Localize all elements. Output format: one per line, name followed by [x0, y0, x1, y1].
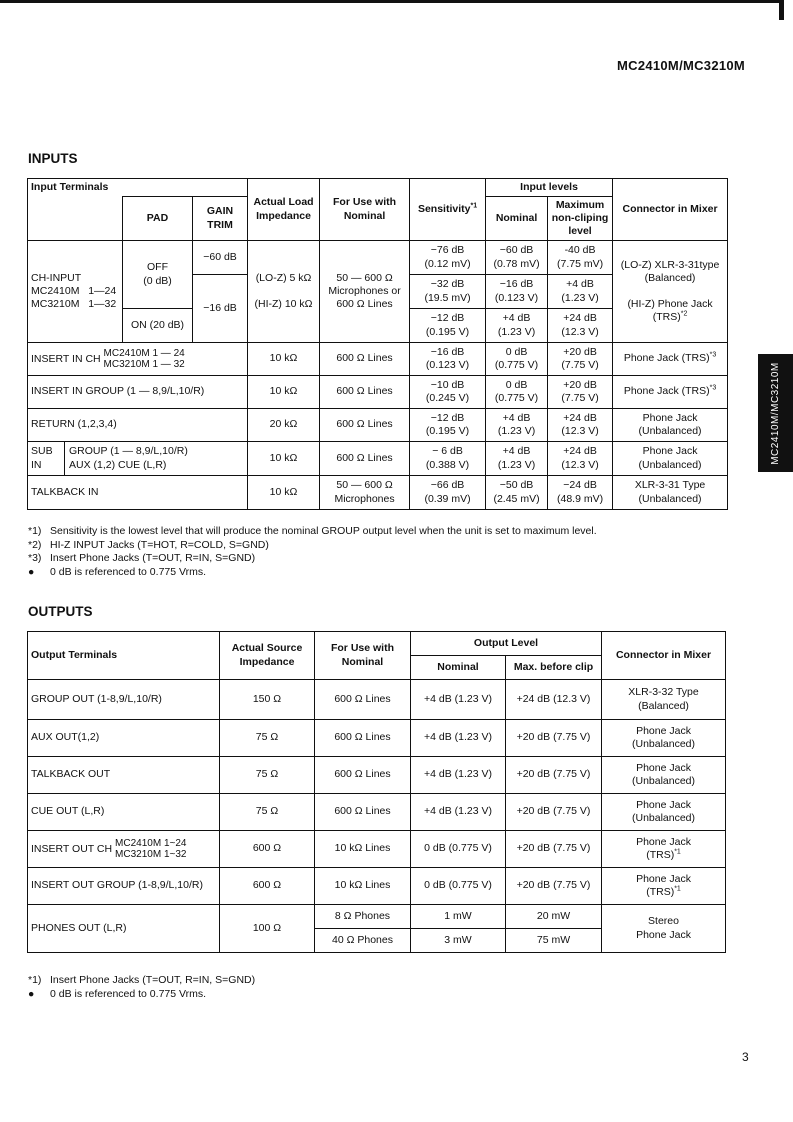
out-header-nominal: Nominal	[411, 656, 506, 680]
output-row-conn	[602, 720, 726, 757]
inputs-note-text: Insert Phone Jacks (T=OUT, R=IN, S=GND)	[50, 552, 256, 564]
page-number: 3	[742, 1050, 749, 1064]
insert-in-group-nom-v: (0.775 V)	[494, 392, 539, 404]
phones-out-max-8: 20 mW	[506, 905, 602, 929]
insert-out-ch-conn-2: (TRS)	[646, 849, 675, 861]
return-sens-v: (0.195 V)	[425, 425, 470, 437]
ch-input-sens-2-db: −32 dB	[430, 278, 465, 291]
insert-in-ch-sens-db: −16 dB	[430, 345, 465, 358]
talkback-in-conn-2: (Unbalanced)	[638, 492, 702, 505]
output-row-max: +20 dB (7.75 V)	[506, 757, 602, 794]
side-tab-label: MC2410M/MC3210M	[770, 361, 782, 465]
insert-in-group-conn	[613, 376, 728, 409]
header-connector: Connector in Mixer	[613, 179, 728, 241]
insert-in-group-conn-note: *3	[709, 384, 717, 392]
output-row-conn-1: Phone Jack	[636, 798, 691, 811]
sub-in-label	[28, 442, 248, 476]
sub-in-prefix-b: IN	[31, 459, 42, 472]
phones-out-conn-1: Stereo	[648, 915, 679, 928]
gain-16: −16 dB	[193, 275, 248, 343]
ch-input-title: CH-INPUT	[31, 271, 82, 284]
top-border-corner	[779, 0, 784, 20]
out-header-use: For Use with Nominal	[315, 632, 411, 680]
bullet-icon: ●	[28, 565, 35, 578]
ch-input-model-a: MC2410M	[31, 284, 80, 297]
out-header-max: Max. before clip	[506, 656, 602, 680]
insert-in-group-sens-v: (0.245 V)	[425, 392, 470, 404]
phones-out-nom-40: 3 mW	[411, 929, 506, 953]
ch-input-max-1-v: (7.75 mV)	[556, 257, 604, 270]
insert-in-group-label: INSERT IN GROUP (1 — 8,9/L,10/R)	[28, 376, 248, 409]
output-row-conn	[602, 680, 726, 720]
output-row-label: AUX OUT(1,2)	[28, 720, 220, 757]
outputs-title: OUTPUTS	[28, 604, 93, 619]
ch-input-nom-3-v: (1.23 V)	[497, 325, 536, 338]
output-row-conn	[602, 794, 726, 831]
output-row	[28, 680, 726, 720]
ch-input-nom-2-v: (0.123 V)	[494, 291, 539, 304]
output-row-max: +20 dB (7.75 V)	[506, 720, 602, 757]
output-row	[28, 720, 726, 757]
header-max-nonclipping: Maximum non-cliping level	[548, 197, 613, 241]
sub-in-nom-v: (1.23 V)	[497, 458, 536, 471]
ch-input-sens-3-v: (0.195 V)	[425, 325, 470, 338]
ch-input-conn-note: *2	[680, 310, 688, 318]
output-row-imp: 75 Ω	[220, 794, 315, 831]
talkback-in-conn	[613, 476, 728, 510]
output-row-nom: +4 dB (1.23 V)	[411, 757, 506, 794]
insert-in-ch-conn-note: *3	[709, 351, 717, 359]
output-row-imp: 150 Ω	[220, 680, 315, 720]
insert-out-ch-conn-1: Phone Jack	[636, 835, 691, 848]
ch-input-nom-1-v: (0.78 mV)	[493, 257, 540, 270]
talkback-in-imp: 10 kΩ	[248, 476, 320, 510]
side-tab	[758, 354, 793, 472]
output-row-max: +24 dB (12.3 V)	[506, 680, 602, 720]
ch-input-max-3-v: (12.3 V)	[561, 325, 599, 338]
insert-in-ch-conn	[613, 343, 728, 376]
return-nom	[486, 409, 548, 442]
top-border-rule	[0, 0, 784, 3]
insert-out-ch-models	[115, 838, 186, 861]
sub-in-sens	[410, 442, 486, 476]
return-max-db: +24 dB	[563, 411, 597, 424]
talkback-in-conn-1: XLR-3-31 Type	[634, 479, 706, 492]
insert-in-group-nom	[486, 376, 548, 409]
pad-off-label: OFF	[147, 261, 168, 274]
out-header-terminals: Output Terminals	[28, 632, 220, 680]
ch-input-sens-1-db: −76 dB	[430, 244, 465, 257]
talkback-in-max-db: −24 dB	[563, 479, 597, 492]
ch-input-use-1: 50 — 600 Ω	[336, 271, 393, 284]
phones-out-max-40: 75 mW	[506, 929, 602, 953]
return-label: RETURN (1,2,3,4)	[28, 409, 248, 442]
ch-input-conn-2: (Balanced)	[644, 271, 696, 284]
insert-out-group-conn-note: *1	[674, 885, 681, 893]
inputs-note-mark: *3)	[28, 552, 42, 564]
sub-in-max-v: (12.3 V)	[561, 458, 599, 471]
inputs-note	[28, 525, 597, 539]
ch-input-use-3: 600 Ω Lines	[336, 298, 393, 311]
out-header-output-level: Output Level	[411, 632, 602, 656]
output-row-conn-1: XLR-3-32 Type	[628, 686, 699, 699]
ch-input-conn-3: (HI-Z) Phone Jack	[627, 298, 713, 311]
insert-in-group-max-db: +20 dB	[563, 378, 597, 391]
inputs-note-mark: *2)	[28, 538, 42, 551]
output-row-max: +20 dB (7.75 V)	[506, 794, 602, 831]
phones-out-label: PHONES OUT (L,R)	[28, 905, 220, 953]
sub-in-imp: 10 kΩ	[248, 442, 320, 476]
outputs-note-text: 0 dB is referenced to 0.775 Vrms.	[50, 987, 207, 1000]
insert-in-ch-max	[548, 343, 613, 376]
insert-out-ch-max: +20 dB (7.75 V)	[506, 831, 602, 868]
ch-input-max-2-v: (1.23 V)	[561, 291, 599, 304]
talkback-in-sens	[410, 476, 486, 510]
ch-input-sens-1	[410, 241, 486, 275]
inputs-table	[27, 178, 728, 510]
phones-out-nom-8: 1 mW	[411, 905, 506, 929]
ch-input-connector	[613, 241, 728, 343]
insert-out-ch-model-b: MC3210M 1~32	[115, 849, 187, 860]
return-nom-v: (1.23 V)	[497, 425, 536, 437]
insert-in-ch-max-db: +20 dB	[563, 345, 597, 358]
ch-input-max-2-db: +4 dB	[566, 278, 594, 291]
sub-in-line-1: GROUP (1 — 8,9/L,10/R)	[69, 445, 188, 457]
insert-in-ch-nom	[486, 343, 548, 376]
sub-in-sens-db: − 6 dB	[432, 445, 463, 458]
insert-out-ch-imp: 600 Ω	[220, 831, 315, 868]
talkback-in-use-2: Microphones	[334, 492, 395, 505]
insert-out-ch-label	[28, 831, 220, 868]
insert-in-ch-sens-v: (0.123 V)	[425, 359, 470, 371]
ch-input-nom-2	[486, 275, 548, 309]
output-row-use: 600 Ω Lines	[315, 720, 411, 757]
pad-off	[123, 241, 193, 309]
header-sensitivity-note: *1	[470, 202, 478, 210]
insert-in-group-nom-db: 0 dB	[505, 378, 528, 391]
model-header: MC2410M/MC3210M	[617, 58, 746, 73]
insert-out-group-conn-2: (TRS)	[646, 886, 675, 898]
outputs-note	[28, 974, 255, 988]
talkback-in-use	[320, 476, 410, 510]
output-row-conn-2: (Unbalanced)	[631, 812, 696, 824]
insert-in-group-max	[548, 376, 613, 409]
outputs-note	[28, 988, 255, 1002]
talkback-in-use-1: 50 — 600 Ω	[336, 479, 393, 492]
insert-out-group-conn	[602, 868, 726, 905]
ch-input-sens-3-db: −12 dB	[430, 312, 465, 325]
sub-in-nom-db: +4 dB	[502, 445, 531, 458]
talkback-in-max-v: (48.9 mV)	[556, 492, 604, 505]
phones-out-imp: 100 Ω	[220, 905, 315, 953]
ch-input-imp-hi: (HI-Z) 10 kΩ	[254, 298, 313, 311]
output-row-use: 600 Ω Lines	[315, 680, 411, 720]
header-pad: PAD	[123, 197, 193, 241]
insert-in-group-max-v: (7.75 V)	[561, 392, 599, 404]
outputs-note-mark: *1)	[28, 974, 42, 986]
inputs-note	[28, 539, 597, 553]
output-row-conn-2: (Unbalanced)	[631, 738, 696, 750]
insert-out-ch-conn-note: *1	[674, 848, 681, 856]
insert-in-ch-max-v: (7.75 V)	[561, 359, 599, 371]
gain-60: −60 dB	[193, 241, 248, 275]
insert-in-ch-conn-text: Phone Jack (TRS)	[623, 352, 710, 365]
ch-input-sens-2	[410, 275, 486, 309]
return-sens	[410, 409, 486, 442]
output-row-nom: +4 dB (1.23 V)	[411, 794, 506, 831]
insert-in-ch-nom-db: 0 dB	[505, 345, 528, 358]
return-sens-db: −12 dB	[430, 411, 465, 424]
ch-input-nom-3-db: +4 dB	[502, 312, 531, 325]
insert-in-ch-use: 600 Ω Lines	[320, 343, 410, 376]
talkback-in-nom-db: −50 dB	[499, 479, 534, 492]
output-row	[28, 757, 726, 794]
inputs-note-text: 0 dB is referenced to 0.775 Vrms.	[50, 565, 207, 578]
ch-input-model-b: MC3210M	[31, 298, 80, 311]
header-input-terminals: Input Terminals	[28, 179, 248, 197]
output-row-conn	[602, 757, 726, 794]
ch-input-use	[320, 241, 410, 343]
inputs-note-mark: *1)	[28, 525, 42, 537]
phones-out-use-8: 8 Ω Phones	[315, 905, 411, 929]
return-conn-2: (Unbalanced)	[638, 425, 702, 437]
output-row-imp: 75 Ω	[220, 757, 315, 794]
return-imp: 20 kΩ	[248, 409, 320, 442]
output-row-use: 600 Ω Lines	[315, 757, 411, 794]
insert-in-ch-sens	[410, 343, 486, 376]
insert-out-group-imp: 600 Ω	[220, 868, 315, 905]
inputs-note	[28, 552, 597, 566]
sub-in-max-db: +24 dB	[563, 445, 597, 458]
inputs-note-text: HI-Z INPUT Jacks (T=HOT, R=COLD, S=GND)	[50, 538, 269, 551]
ch-input-imp-lo: (LO-Z) 5 kΩ	[255, 271, 312, 284]
sub-in-line-2: AUX (1,2) CUE (L,R)	[69, 459, 167, 472]
insert-in-group-sens-db: −10 dB	[430, 378, 465, 391]
header-gain-trim: GAIN TRIM	[193, 197, 248, 241]
insert-out-group-conn-1: Phone Jack	[636, 872, 691, 885]
return-nom-db: +4 dB	[502, 411, 531, 424]
inputs-title: INPUTS	[28, 151, 78, 166]
header-nominal: Nominal	[486, 197, 548, 241]
inputs-notes	[28, 525, 597, 579]
output-row-label: CUE OUT (L,R)	[28, 794, 220, 831]
sub-in-prefix	[28, 442, 65, 475]
pad-off-db: (0 dB)	[143, 274, 172, 287]
insert-out-ch-nom: 0 dB (0.775 V)	[411, 831, 506, 868]
ch-input-use-2: Microphones or	[328, 284, 401, 297]
header-input-levels: Input levels	[486, 179, 613, 197]
output-row-conn-2: (Unbalanced)	[631, 775, 696, 787]
talkback-in-nom-v: (2.45 mV)	[493, 492, 540, 505]
sub-in-conn-2: (Unbalanced)	[638, 458, 702, 471]
out-header-impedance: Actual Source Impedance	[220, 632, 315, 680]
ch-input-max-1	[548, 241, 613, 275]
output-row-label: TALKBACK OUT	[28, 757, 220, 794]
return-conn	[613, 409, 728, 442]
talkback-in-sens-db: −66 dB	[430, 479, 465, 492]
ch-input-nom-1-db: −60 dB	[499, 244, 534, 257]
ch-input-sens-2-v: (19.5 mV)	[424, 291, 471, 304]
sub-in-nom	[486, 442, 548, 476]
insert-out-ch-model-a: MC2410M 1~24	[115, 837, 187, 849]
bullet-icon: ●	[28, 987, 35, 1000]
output-row	[28, 794, 726, 831]
phones-out-use-40: 40 Ω Phones	[315, 929, 411, 953]
insert-in-ch-nom-v: (0.775 V)	[494, 359, 539, 371]
insert-out-group-label: INSERT OUT GROUP (1-8,9/L,10/R)	[28, 868, 220, 905]
outputs-note-text: Insert Phone Jacks (T=OUT, R=IN, S=GND)	[50, 974, 256, 986]
talkback-in-nom	[486, 476, 548, 510]
insert-in-ch-model-b: MC3210M 1 — 32	[103, 359, 185, 370]
out-header-connector: Connector in Mixer	[602, 632, 726, 680]
insert-out-ch-use: 10 kΩ Lines	[315, 831, 411, 868]
output-row-nom: +4 dB (1.23 V)	[411, 680, 506, 720]
insert-out-group-use: 10 kΩ Lines	[315, 868, 411, 905]
return-max	[548, 409, 613, 442]
ch-input-range-b: 1—32	[88, 298, 117, 311]
talkback-in-sens-v: (0.39 mV)	[424, 492, 471, 505]
ch-input-range-a: 1—24	[88, 284, 117, 297]
insert-in-ch-imp: 10 kΩ	[248, 343, 320, 376]
inputs-note-text: Sensitivity is the lowest level that will produce the nominal GROUP output level when the unit is set to maximum level.	[50, 525, 597, 537]
ch-input-nom-2-db: −16 dB	[499, 278, 534, 291]
ch-input-impedance	[248, 241, 320, 343]
sub-in-conn	[613, 442, 728, 476]
pad-on: ON (20 dB)	[123, 309, 193, 343]
ch-input-nom-3	[486, 309, 548, 343]
ch-input-conn-4: (TRS)	[652, 311, 681, 324]
ch-input-max-1-db: -40 dB	[564, 244, 596, 257]
sub-in-conn-1: Phone Jack	[642, 445, 698, 458]
sub-in-prefix-a: SUB	[31, 445, 53, 457]
ch-input-nom-1	[486, 241, 548, 275]
sub-in-use: 600 Ω Lines	[320, 442, 410, 476]
insert-in-ch-models	[104, 348, 185, 371]
insert-in-ch-model-a: MC2410M 1 — 24	[103, 347, 185, 359]
phones-out-conn	[602, 905, 726, 953]
ch-input-conn-1: (LO-Z) XLR-3-31type	[620, 258, 720, 271]
return-use: 600 Ω Lines	[320, 409, 410, 442]
sub-in-lines	[65, 442, 192, 475]
insert-in-group-sens	[410, 376, 486, 409]
return-conn-1: Phone Jack	[642, 411, 698, 424]
insert-out-group-nom: 0 dB (0.775 V)	[411, 868, 506, 905]
ch-input-max-2	[548, 275, 613, 309]
output-row-use: 600 Ω Lines	[315, 794, 411, 831]
ch-input-sens-1-v: (0.12 mV)	[424, 257, 471, 270]
header-sensitivity	[410, 179, 486, 241]
outputs-notes	[28, 974, 255, 1001]
output-row-label: GROUP OUT (1-8,9/L,10/R)	[28, 680, 220, 720]
insert-out-ch-conn	[602, 831, 726, 868]
insert-out-ch-title: INSERT OUT CH	[31, 842, 113, 855]
output-row-conn-2: (Balanced)	[638, 699, 689, 712]
ch-input-max-3-db: +24 dB	[563, 312, 597, 325]
insert-in-group-imp: 10 kΩ	[248, 376, 320, 409]
output-row-imp: 75 Ω	[220, 720, 315, 757]
ch-input-max-3	[548, 309, 613, 343]
insert-out-group-max: +20 dB (7.75 V)	[506, 868, 602, 905]
inputs-note	[28, 566, 597, 580]
ch-input-sens-3	[410, 309, 486, 343]
header-actual-load-impedance: Actual Load Impedance	[248, 179, 320, 241]
insert-in-ch-title: INSERT IN CH	[31, 352, 101, 365]
header-sensitivity-text: Sensitivity	[417, 202, 471, 215]
insert-in-group-conn-text: Phone Jack (TRS)	[623, 385, 710, 398]
phones-out-conn-2: Phone Jack	[636, 928, 691, 941]
header-for-use-with-nominal: For Use with Nominal	[320, 179, 410, 241]
output-row-conn-1: Phone Jack	[636, 724, 691, 737]
talkback-in-max	[548, 476, 613, 510]
return-max-v: (12.3 V)	[561, 425, 599, 437]
output-row-conn-1: Phone Jack	[636, 761, 691, 774]
insert-in-group-use: 600 Ω Lines	[320, 376, 410, 409]
talkback-in-label: TALKBACK IN	[28, 476, 248, 510]
header-blank	[28, 197, 123, 241]
ch-input-label	[28, 241, 123, 343]
insert-in-ch-label	[28, 343, 248, 376]
outputs-table	[27, 631, 726, 953]
sub-in-max	[548, 442, 613, 476]
sub-in-sens-v: (0.388 V)	[425, 458, 470, 471]
output-row-nom: +4 dB (1.23 V)	[411, 720, 506, 757]
